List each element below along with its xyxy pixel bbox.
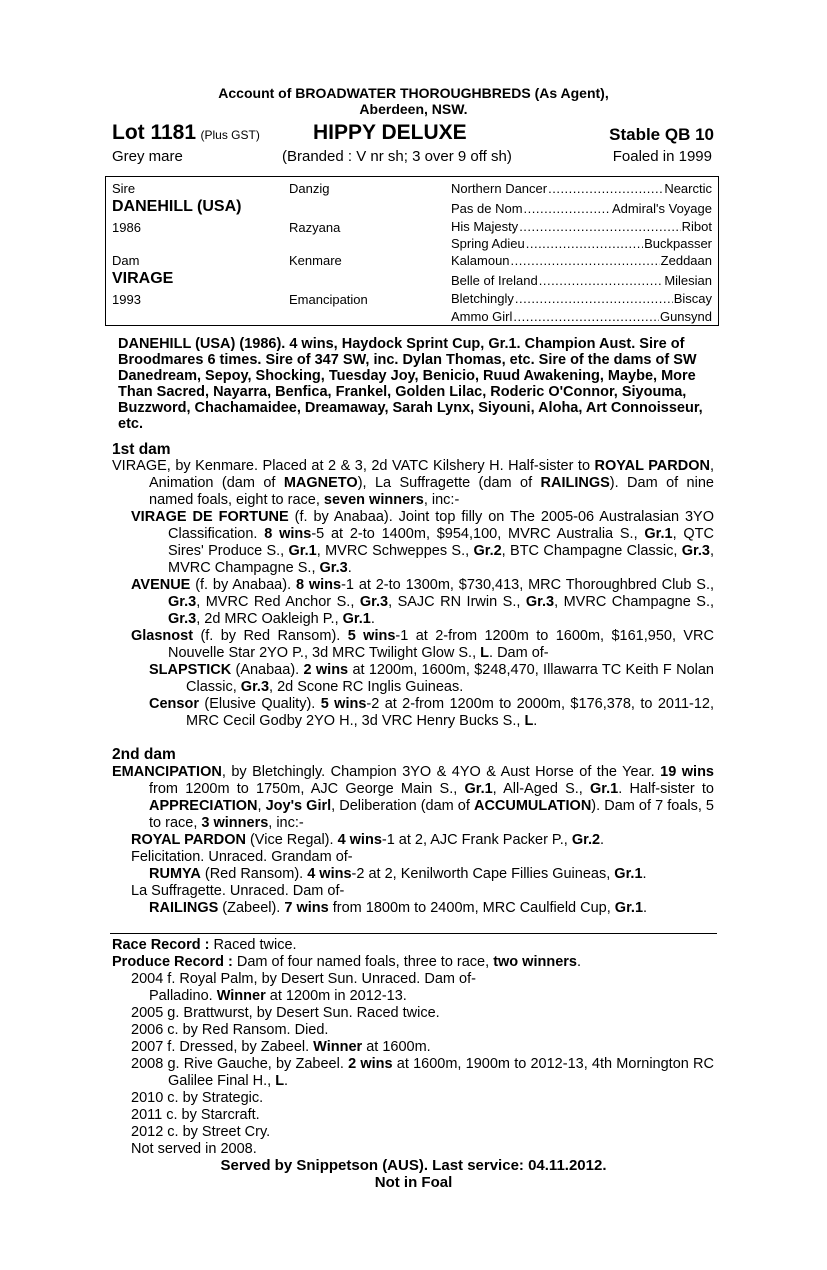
- progeny-avenue: AVENUE (f. by Anabaa). 8 wins-1 at 2-to 1300m, $730,413, MRC Thoroughbred Club S., Gr.3, MVRC Red Anchor S., Gr.3, SAJC RN Irwin S., Gr.3, MVRC Champagne S., Gr.3, 2d MRC Oakleigh P., Gr.1.: [131, 577, 714, 627]
- progeny-censor: Censor (Elusive Quality). 5 wins-2 at 2-from 1200m to 2000m, $176,378, to 2011-12, MRC Cecil Godby 2YO H., 3d VRC Henry Bucks S., L.: [149, 696, 714, 729]
- progeny-glasnost: Glasnost (f. by Red Ransom). 5 wins-1 at 2-from 1200m to 1600m, $161,950, VRC Nouvelle Star 2YO P., 3d MRC Twilight Glow S., L. Dam of-: [131, 628, 714, 661]
- produce-entry: 2007 f. Dressed, by Zabeel. Winner at 1600m.: [131, 1039, 431, 1055]
- ancestor-row: Pas de Nom ..... Admiral's Voyage: [451, 201, 712, 216]
- second-dam-heading: 2nd dam: [112, 746, 176, 763]
- ancestor-row: Kalamoun ..... Zeddaan: [451, 253, 712, 268]
- gen2-sire-dam: Razyana: [289, 220, 341, 235]
- first-dam-intro: VIRAGE, by Kenmare. Placed at 2 & 3, 2d VATC Kilshery H. Half-sister to ROYAL PARDON, Animation (dam of MAGNETO), La Suffragette (dam of RAILINGS). Dam of nine named foals, eight to race, seven winners, inc:-: [112, 458, 714, 508]
- vendor-line-2: Aberdeen, NSW.: [359, 101, 468, 117]
- pedigree-table: [105, 176, 719, 326]
- horse-name: HIPPY DELUXE: [313, 121, 467, 144]
- service-line: Served by Snippetson (AUS). Last service: 04.11.2012.: [220, 1157, 607, 1174]
- produce-entry: 2005 g. Brattwurst, by Desert Sun. Raced twice.: [131, 1005, 440, 1021]
- ancestor-row: Belle of Ireland ..... Milesian: [451, 273, 712, 288]
- first-dam-heading: 1st dam: [112, 441, 171, 458]
- produce-entry: Not served in 2008.: [131, 1141, 257, 1157]
- foaled-year: Foaled in 1999: [612, 148, 712, 165]
- race-record: Race Record : Raced twice.: [112, 937, 297, 953]
- section-divider: [110, 933, 717, 934]
- foal-status: Not in Foal: [374, 1174, 453, 1191]
- produce-record: Produce Record : Dam of four named foals, three to race, two winners.: [112, 954, 582, 970]
- brand-info: (Branded : V nr sh; 3 over 9 off sh): [282, 148, 512, 165]
- lot-header: [112, 121, 260, 145]
- gen2-sire-sire: Danzig: [289, 181, 330, 196]
- produce-entry: 2011 c. by Starcraft.: [131, 1107, 260, 1123]
- ancestor-row: Bletchingly ..... Biscay: [451, 291, 712, 306]
- second-dam-section: [112, 764, 714, 917]
- sire-label: Sire: [112, 181, 136, 196]
- sire-summary: DANEHILL (USA) (1986). 4 wins, Haydock Sprint Cup, Gr.1. Champion Aust. Sire of Broodmares 6 times. Sire of 347 SW, inc. Dylan Thomas, etc. Sire of the dams of SW Danedream, Sepoy, Shocking, Tuesday Joy, Benicio, Ruud Awakening, Maybe, More Than Sacred, Nayarra, Benfica, Frankel, Golden Lilac, Roderic O'Connor, Siyouma, Buzzword, Chachamaidee, Dreamaway, Sarah Lynx, Siyouni, Aloha, Art Connoisseur, etc.: [118, 336, 703, 432]
- sire-name: DANEHILL (USA): [112, 198, 242, 215]
- progeny-rumya: RUMYA (Red Ransom). 4 wins-2 at 2, Kenilworth Cape Fillies Guineas, Gr.1.: [149, 866, 647, 882]
- second-dam-intro: EMANCIPATION, by Bletchingly. Champion 3YO & 4YO & Aust Horse of the Year. 19 wins from 1200m to 1750m, AJC George Main S., Gr.1, All-Aged S., Gr.1. Half-sister to APPRECIATION, Joy's Girl, Deliberation (dam of ACCUMULATION). Dam of 7 foals, 5 to race, 3 winners, inc:-: [112, 764, 714, 831]
- first-dam-section: [112, 458, 714, 730]
- ancestor-row: Spring Adieu ..... Buckpasser: [451, 236, 712, 251]
- ancestor-row: His Majesty ..... Ribot: [451, 219, 712, 234]
- progeny-royal-pardon: ROYAL PARDON (Vice Regal). 4 wins-1 at 2, AJC Frank Packer P., Gr.2.: [131, 832, 605, 848]
- progeny-la-suffragette: La Suffragette. Unraced. Dam of-: [131, 883, 345, 899]
- produce-entry: 2010 c. by Strategic.: [131, 1090, 264, 1106]
- records-section: [112, 937, 714, 1158]
- produce-sub-entry: Palladino. Winner at 1200m in 2012-13.: [149, 988, 407, 1004]
- ancestor-row: Northern Dancer ..... Nearctic: [451, 181, 712, 196]
- progeny-virage-de-fortune: VIRAGE DE FORTUNE (f. by Anabaa). Joint top filly on The 2005-06 Australasian 3YO Classification. 8 wins-5 at 2-to 1400m, $954,100, MVRC Australia S., Gr.1, QTC Sires' Produce S., Gr.1, MVRC Schweppes S., Gr.2, BTC Champagne Classic, Gr.3, MVRC Champagne S., Gr.3.: [131, 509, 715, 576]
- progeny-slapstick: SLAPSTICK (Anabaa). 2 wins at 1200m, 1600m, $248,470, Illawarra TC Keith F Nolan Classic, Gr.3, 2d Scone RC Inglis Guineas.: [149, 662, 714, 695]
- progeny-railings: RAILINGS (Zabeel). 7 wins from 1800m to 2400m, MRC Caulfield Cup, Gr.1.: [149, 900, 648, 916]
- produce-entry: 2004 f. Royal Palm, by Desert Sun. Unraced. Dam of-: [131, 971, 476, 987]
- dam-name: VIRAGE: [112, 270, 174, 287]
- horse-sex: Grey mare: [112, 148, 183, 165]
- produce-entry: 2008 g. Rive Gauche, by Zabeel. 2 wins at 1600m, 1900m to 2012-13, 4th Mornington RC Galilee Final H., L.: [131, 1056, 714, 1089]
- dam-label: Dam: [112, 253, 140, 268]
- gst-note: (Plus GST): [200, 128, 260, 142]
- gen2-dam-dam: Emancipation: [289, 292, 368, 307]
- vendor-line-1: Account of BROADWATER THOROUGHBREDS (As Agent),: [218, 85, 609, 101]
- gen2-dam-sire: Kenmare: [289, 253, 342, 268]
- sire-year: 1986: [112, 220, 141, 235]
- dam-year: 1993: [112, 292, 141, 307]
- progeny-felicitation: Felicitation. Unraced. Grandam of-: [131, 849, 353, 865]
- ancestor-row: Ammo Girl ..... Gunsynd: [451, 309, 712, 324]
- stable-number: Stable QB 10: [609, 125, 714, 144]
- produce-entry: 2006 c. by Red Ransom. Died.: [131, 1022, 329, 1038]
- lot-number: Lot 1181: [112, 121, 197, 144]
- produce-entry: 2012 c. by Street Cry.: [131, 1124, 271, 1140]
